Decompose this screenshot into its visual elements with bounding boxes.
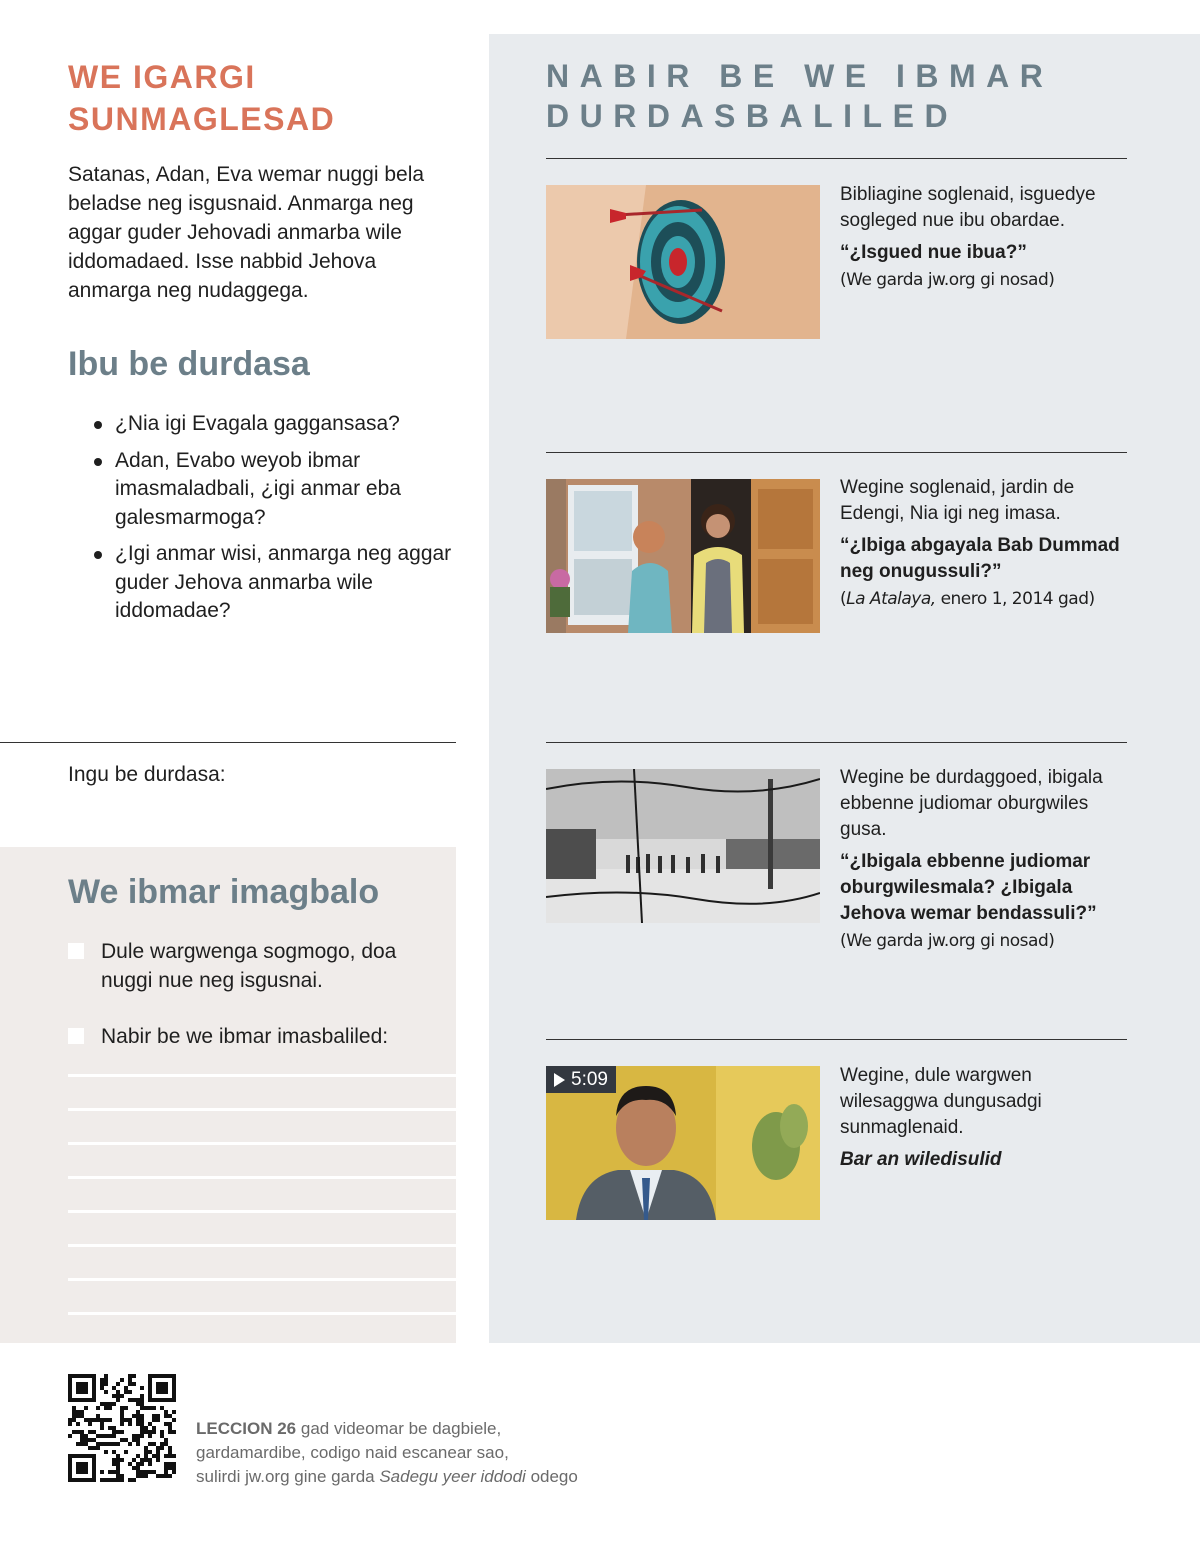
writing-line[interactable] [68, 1142, 456, 1145]
resource-title[interactable]: Bar an wiledisulid [840, 1149, 1002, 1170]
review-question: ¿Nia igi Evagala gaggansasa? [92, 410, 462, 439]
resource-item [840, 182, 1130, 292]
video-duration-badge [546, 1066, 616, 1093]
goal-checkbox[interactable] [68, 943, 84, 959]
book-title: Sadegu yeer iddodi [379, 1467, 526, 1486]
review-heading: Ibu be durdasa [68, 345, 310, 383]
resource-description: Bibliagine soglenaid, isguedye sogleged nue ibu obardae. [840, 184, 1096, 231]
writing-line[interactable] [68, 1176, 456, 1179]
publication-name: La Atalaya, [846, 589, 936, 609]
divider [546, 452, 1127, 453]
video-duration: 5:09 [571, 1069, 608, 1090]
play-icon[interactable] [554, 1073, 565, 1087]
goals-heading: We ibmar imagbalo [68, 873, 380, 911]
writing-line[interactable] [68, 1074, 456, 1077]
resource-title[interactable]: “¿Ibigala ebbenne judiomar oburgwilesmala? ¿Ibigala Jehova wemar bendassuli?” [840, 851, 1097, 924]
writing-line[interactable] [68, 1278, 456, 1281]
summary-heading-line1: WE IGARGI [68, 59, 256, 95]
summary-heading [68, 56, 448, 140]
goal-item [68, 938, 438, 995]
doorway-image[interactable] [546, 479, 820, 633]
resource-description: Wegine, dule wargwen wilesaggwa dungusadgi sunmaglenaid. [840, 1065, 1042, 1138]
summary-heading-line2: SUNMAGLESAD [68, 101, 336, 137]
summary-text: Satanas, Adan, Eva wemar nuggi bela beladse neg isgusnaid. Anmarga neg aggar guder Jehovadi anmarba wile iddomadaed. Isse nabbid Jehova anmarga neg nudaggega. [68, 163, 425, 302]
resource-description: Wegine soglenaid, jardin de Edengi, Nia igi neg imasa. [840, 477, 1075, 524]
resource-source: (We garda jw.org gi nosad) [840, 270, 1055, 290]
divider [546, 158, 1127, 159]
review-question-list [92, 410, 462, 634]
resource-source: (La Atalaya, enero 1, 2014 gad) [840, 589, 1095, 609]
lesson-number: LECCION 26 [196, 1419, 297, 1438]
footer-line3-end: odego [525, 1467, 578, 1486]
resource-description: Wegine be durdaggoed, ibigala ebbenne judiomar oburgwiles gusa. [840, 767, 1103, 840]
resource-title[interactable]: “¿Isgued nue ibua?” [840, 242, 1027, 263]
resource-source: (We garda jw.org gi nosad) [840, 931, 1055, 951]
goal-checkbox[interactable] [68, 1028, 84, 1044]
resource-item [840, 1063, 1130, 1173]
goal-text: Dule wargwenga sogmogo, doa nuggi nue neg isgusnai. [101, 940, 397, 992]
goal-text: Nabir be we ibmar imasbaliled: [101, 1025, 389, 1048]
writing-line[interactable] [68, 1210, 456, 1213]
qr-code-icon[interactable] [68, 1374, 176, 1482]
camp-photo[interactable] [546, 769, 820, 923]
goal-item [68, 1023, 438, 1052]
footer-note [196, 1417, 666, 1489]
footer-line3: sulirdi jw.org gine garda [196, 1467, 380, 1486]
divider [0, 742, 456, 743]
writing-line[interactable] [68, 1108, 456, 1111]
goals-panel [0, 847, 456, 1343]
resource-item [840, 475, 1130, 611]
review-question: Adan, Evabo weyob ibmar imasmaladbali, ¿igi anmar eba galesmarmoga? [92, 447, 462, 533]
target-image[interactable] [546, 185, 820, 339]
discover-heading-line2: DURDASBALILED [546, 98, 959, 134]
resource-item [840, 765, 1130, 953]
resource-title[interactable]: “¿Ibiga abgayala Bab Dummad neg onugussuli?” [840, 535, 1120, 582]
divider [546, 742, 1127, 743]
video-thumbnail[interactable] [546, 1066, 820, 1220]
footer-line2: gardamardibe, codigo naid escanear sao, [196, 1443, 509, 1462]
footer-line1: gad videomar be dagbiele, [296, 1419, 502, 1438]
own-question-label: Ingu be durdasa: [68, 763, 226, 786]
review-question: ¿Igi anmar wisi, anmarga neg aggar guder Jehova anmarba wile iddomadae? [92, 540, 462, 626]
discover-heading-line1: NABIR BE WE IBMAR [546, 58, 1054, 94]
writing-line[interactable] [68, 1312, 456, 1315]
divider [546, 1039, 1127, 1040]
discover-heading [546, 56, 1053, 136]
writing-line[interactable] [68, 1244, 456, 1247]
publication-date: enero 1, 2014 gad) [935, 589, 1095, 609]
